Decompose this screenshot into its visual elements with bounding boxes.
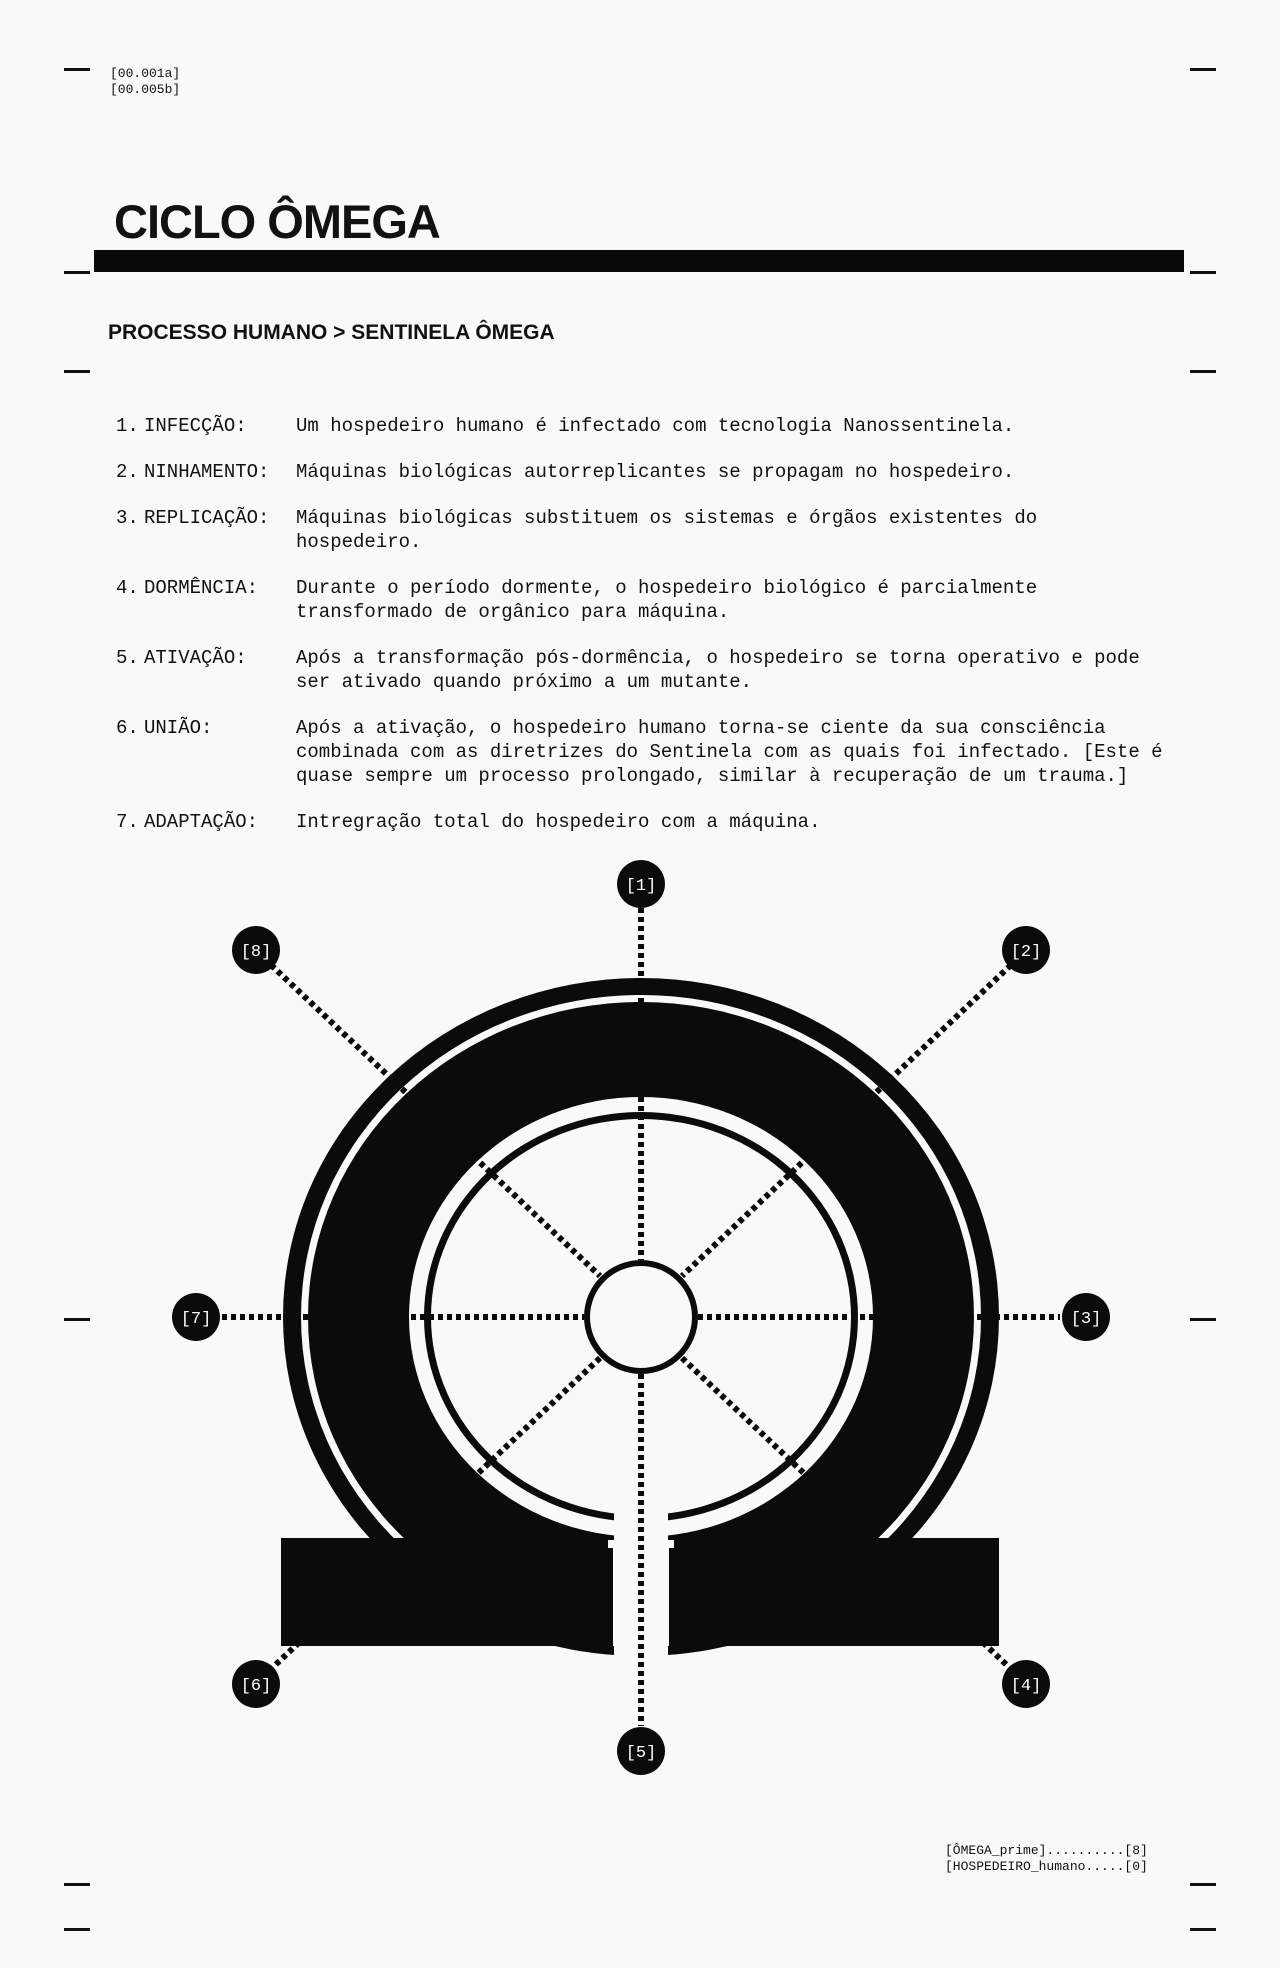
marker-label: [6]: [240, 1677, 272, 1696]
step-description: Intregração total do hospedeiro com a máquina.: [296, 811, 821, 833]
marker-label: [2]: [1010, 943, 1042, 962]
reference-code: [00.001a]: [110, 66, 181, 81]
step-description: Durante o período dormente, o hospedeiro biológico é parcialmente transformado de orgânico para máquina.: [296, 577, 1038, 623]
step-number: 5.: [116, 647, 139, 669]
marker-label: [4]: [1010, 1677, 1042, 1696]
page-title: CICLO ÔMEGA: [114, 195, 440, 248]
step-number: 2.: [116, 461, 139, 483]
step-name: INFECÇÃO:: [144, 415, 247, 437]
step-name: ATIVAÇÃO:: [144, 647, 247, 669]
footer-index: [945, 1843, 1148, 1875]
marker-4: [1002, 1660, 1050, 1708]
step-description: Máquinas biológicas autorreplicantes se propagam no hospedeiro.: [296, 461, 1015, 483]
marker-label: [8]: [240, 943, 272, 962]
step-description: Um hospedeiro humano é infectado com tecnologia Nanossentinela.: [296, 415, 1015, 437]
step-name: REPLICAÇÃO:: [144, 507, 270, 529]
marker-label: [5]: [625, 1744, 657, 1763]
marker-label: [7]: [180, 1310, 212, 1329]
step-name: UNIÃO:: [144, 717, 213, 739]
step-name: NINHAMENTO:: [144, 461, 270, 483]
marker-7: [172, 1293, 220, 1341]
step-number: 1.: [116, 415, 139, 437]
marker-2: [1002, 926, 1050, 974]
step-number: 7.: [116, 811, 139, 833]
footer-line: [ÔMEGA_prime]..........[8]: [945, 1843, 1148, 1858]
reference-code: [00.005b]: [110, 82, 181, 97]
page-subtitle: PROCESSO HUMANO > SENTINELA ÔMEGA: [108, 321, 555, 344]
step-number: 3.: [116, 507, 139, 529]
step-description: Após a transformação pós-dormência, o hospedeiro se torna operativo e pode ser ativado quando próximo a um mutante.: [296, 647, 1140, 693]
step-number: 6.: [116, 717, 139, 739]
marker-8: [232, 926, 280, 974]
marker-5: [617, 1727, 665, 1775]
step-name: ADAPTAÇÃO:: [144, 811, 259, 833]
marker-label: [1]: [625, 877, 657, 896]
footer-line: [HOSPEDEIRO_humano.....[0]: [945, 1859, 1148, 1874]
step-description: Após a ativação, o hospedeiro humano torna-se ciente da sua consciência combinada com as diretrizes do Sentinela com as quais foi infectado. [Este é quase sempre um processo prolongado, similar à recuperação de um trauma.]: [296, 717, 1163, 787]
marker-label: [3]: [1070, 1310, 1102, 1329]
marker-6: [232, 1660, 280, 1708]
marker-3: [1062, 1293, 1110, 1341]
step-description: Máquinas biológicas substituem os sistemas e órgãos existentes do hospedeiro.: [296, 507, 1038, 553]
step-name: DORMÊNCIA:: [144, 577, 259, 599]
step-number: 4.: [116, 577, 139, 599]
marker-1: [617, 860, 665, 908]
